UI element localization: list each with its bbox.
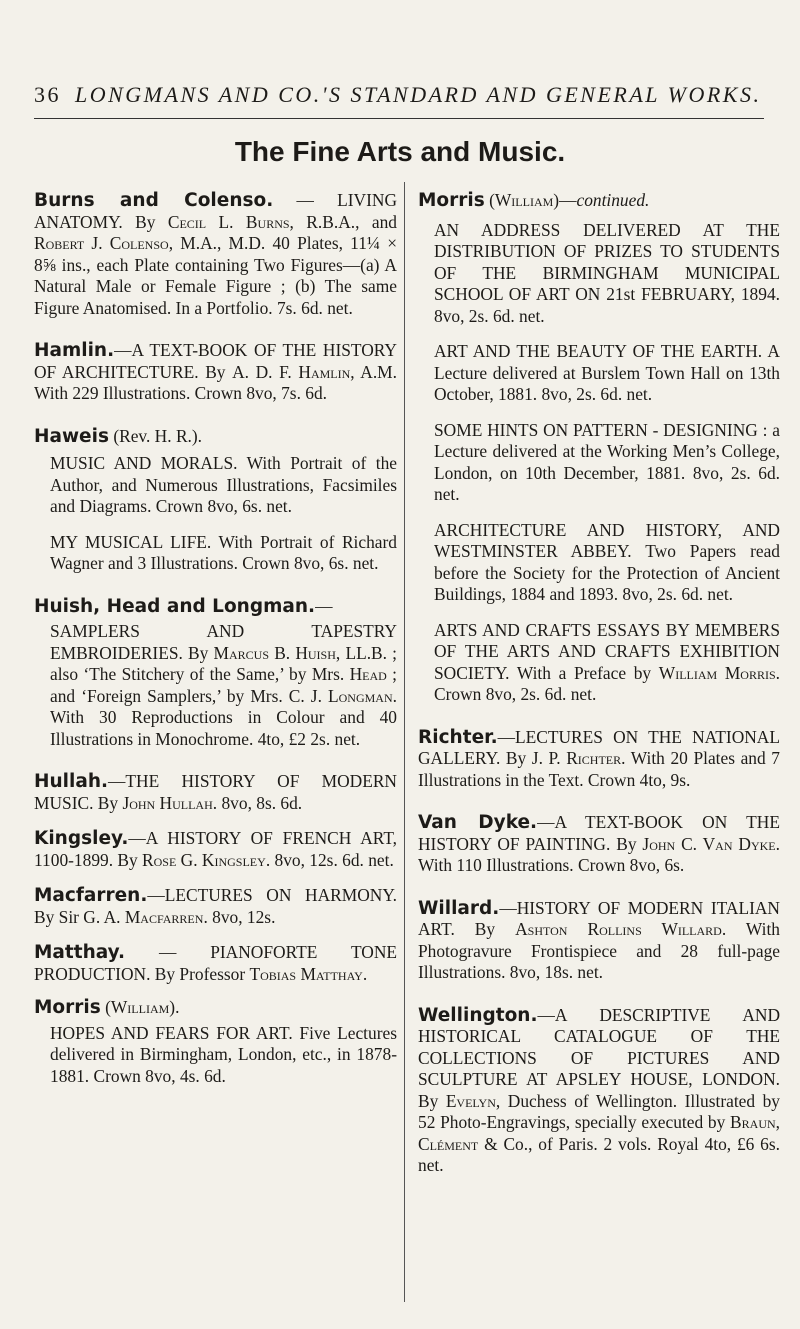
entry-heading	[418, 190, 780, 212]
entry-author: Matthay.	[34, 942, 126, 963]
left-column	[34, 190, 397, 1108]
book-listing	[434, 620, 780, 706]
entry-heading	[34, 997, 397, 1019]
entry-text: . 8vo, 12s. 6d. net.	[265, 849, 394, 870]
book-listing: MUSIC AND MORALS. With Portrait of the Author, and Numerous Illustrations, Facsimiles and Diagrams. Crown 8vo, 6s. net.	[50, 453, 397, 516]
book-listing: MY MUSICAL LIFE. With Portrait of Richard Wagner and 3 Illustrations. Crown 8vo, 6s. net.	[50, 531, 397, 573]
entry-text: —THE HISTORY OF MODERN MUSIC. By	[34, 771, 397, 813]
entry-author-name: Braun, Clément	[418, 1112, 780, 1154]
entry-author: Van Dyke.	[418, 812, 538, 833]
entry-text: ARTS AND CRAFTS ESSAYS BY MEMBERS OF THE ARTS AND CRAFTS EXHIBITION SOCIETY. With a Preface by	[434, 619, 780, 683]
entry-text: & Co., of Paris. 2 vols. Royal 4to, £6 6s. net.	[418, 1133, 780, 1175]
entry-text: . With 110 Illustrations. Crown 8vo, 6s.	[418, 833, 780, 875]
entry-willard	[418, 898, 780, 984]
running-head	[34, 82, 764, 108]
book-listing: AN ADDRESS DELIVERED AT THE DISTRIBUTION OF PRIZES TO STUDENTS OF THE BIRMINGHAM MUNICIPAL SCHOOL OF ART ON 21st FEBRUARY, 1894. 8vo, 2s. 6d. net.	[434, 219, 780, 326]
entry-wellington	[418, 1005, 780, 1177]
entry-heading	[34, 596, 397, 618]
entry-author-name: Cecil L. Burns	[167, 211, 290, 232]
entry-author-name: William	[494, 190, 554, 210]
entry-author-name: A. D. F. Hamlin	[232, 361, 351, 382]
entry-text: .	[362, 963, 368, 984]
entry-text: — LIVING ANATOMY. By	[34, 190, 398, 232]
entry-author: Richter.	[418, 726, 498, 748]
entry-author-name: Head	[349, 664, 387, 684]
entry-author: Wellington.	[418, 1004, 538, 1026]
book-listing: ARCHITECTURE AND HISTORY, AND WESTMINSTER ABBEY. Two Papers read before the Society for the Protection of Ancient Buildings, 1884 and 1893. 8vo, 2s. 6d. net.	[434, 519, 780, 604]
entry-author: Haweis	[34, 425, 109, 447]
entry-haweis	[34, 426, 397, 575]
entry-author-name: William	[110, 997, 170, 1017]
entry-author-sub: (Rev. H. R.).	[108, 425, 203, 446]
entry-text: . 8vo, 12s.	[203, 906, 276, 927]
entry-text: —A HISTORY OF FRENCH ART, 1100-1899. By	[34, 828, 397, 870]
entry-hamlin	[34, 340, 397, 405]
page-number: 36	[34, 82, 61, 107]
column-divider	[404, 182, 405, 1302]
section-title: The Fine Arts and Music.	[234, 136, 566, 167]
entry-author-name: Evelyn	[445, 1090, 496, 1111]
entry-matthay	[34, 942, 397, 985]
entry-morris-continued	[418, 190, 780, 706]
entry-author-name: Rose G. Kingsley	[142, 849, 266, 870]
entry-author-name: Macfarren	[124, 906, 204, 927]
entry-author: Willard.	[418, 897, 500, 919]
continued-label: continued.	[576, 190, 650, 210]
entry-author-sub: (	[484, 190, 495, 210]
entry-author-name: Ashton Rollins Willard	[515, 919, 722, 939]
entry-author: Burns and Colenso.	[34, 190, 274, 211]
entry-text: —HISTORY OF MODERN ITALIAN ART. By	[418, 897, 780, 939]
entry-author: Macfarren.	[34, 885, 148, 906]
book-listing: ART AND THE BEAUTY OF THE EARTH. A Lecture delivered at Burslem Town Hall on 13th October, 1881. 8vo, 2s. 6d. net.	[434, 341, 780, 404]
entry-text: . 8vo, 8s. 6d.	[212, 792, 303, 813]
entry-author: Huish, Head and Longman.	[34, 595, 316, 617]
book-listing: HOPES AND FEARS FOR ART. Five Lectures delivered in Birmingham, London, etc., in 1878-1881. Crown 8vo, 4s. 6d.	[50, 1022, 397, 1086]
entry-text: ; and ‘Foreign Samplers,’ by Mrs. C. J.	[50, 664, 397, 706]
entry-kingsley	[34, 828, 397, 871]
entry-author-name: J. P. Richter	[531, 748, 622, 768]
book-listing: SOME HINTS ON PATTERN - DESIGNING : a Lecture delivered at the Working Men’s College, London, on 10th December, 1881. 8vo, 2s. 6d. net.	[434, 419, 780, 504]
entry-text: —A TEXT-BOOK ON THE HISTORY OF PAINTING. By	[418, 812, 780, 854]
entry-author: Kingsley.	[34, 828, 129, 849]
entry-macfarren	[34, 885, 397, 928]
entry-author: Hamlin.	[34, 340, 115, 361]
entry-text: . With 30 Reproductions in Colour and 40 Illustrations in Monochrome. 4to, £2 2s. net.	[50, 685, 397, 749]
book-listing	[50, 621, 397, 750]
header-rule	[34, 118, 764, 119]
entry-author-name: Tobias Matthay	[249, 963, 363, 984]
entry-author: Morris	[34, 997, 101, 1018]
entry-author-name: Longman	[328, 685, 393, 706]
entry-author-name: John Hullah	[122, 792, 213, 813]
entry-text: —A TEXT-BOOK OF THE HISTORY OF ARCHITECTURE. By	[34, 340, 397, 382]
entry-heading	[34, 426, 397, 448]
right-column	[418, 190, 780, 1198]
entry-text: . With 20 Plates and 7 Illustrations in the Text. Crown 4to, 9s.	[418, 748, 780, 790]
entry-text: , R.B.A., and	[289, 211, 397, 232]
entry-text: —	[315, 595, 333, 616]
entry-author: Hullah.	[34, 771, 109, 792]
entry-huish-head-longman	[34, 596, 397, 751]
entry-morris	[34, 997, 397, 1087]
entry-richter	[418, 727, 780, 792]
entry-text: —A DESCRIPTIVE AND HISTORICAL CATALOGUE OF THE COLLECTIONS OF PICTURES AND SCULPTURE AT APSLEY HOUSE, LONDON. By	[418, 1004, 780, 1111]
entry-author-name: Robert J. Colenso	[34, 233, 169, 253]
entry-author-name: William Morris	[658, 662, 776, 683]
entry-text: . With Photogravure Frontispiece and 28 full-page Illustrations. 8vo, 18s. net.	[418, 919, 780, 982]
entry-text: —LECTURES ON HARMONY. By Sir G. A.	[34, 885, 397, 927]
entry-text: —LECTURES ON THE NATIONAL GALLERY. By	[418, 726, 780, 768]
entry-author-name: Marcus B. Huish	[213, 642, 336, 663]
running-title: LONGMANS AND CO.'S STANDARD AND GENERAL WORKS.	[75, 82, 762, 107]
entry-author-sub: (	[100, 997, 111, 1017]
entry-text: , Duchess of Wellington. Illustrated by 52 Photo-Engravings, specially executed by	[418, 1090, 780, 1132]
entry-author: Morris	[418, 190, 485, 211]
entry-text: — PIANOFORTE TONE PRODUCTION. By Professor	[34, 942, 397, 984]
entry-burns-colenso	[34, 190, 397, 319]
entry-hullah	[34, 771, 397, 814]
entry-text: , A.M. With 229 Illustrations. Crown 8vo, 7s. 6d.	[34, 361, 397, 403]
entry-van-dyke	[418, 812, 780, 877]
entry-author-sub: ).	[169, 997, 180, 1017]
entry-text: , LL.B. ; also ‘The Stitchery of the Same,’ by Mrs.	[50, 642, 398, 684]
entry-text: , M.A., M.D. 40 Plates, 11¼ × 8⅝ ins., each Plate containing Two Figures—(a) A Natural Male or Female Figure ; (b) The same Figure Anatomised. In a Portfolio. 7s. 6d. net.	[34, 233, 397, 318]
entry-text: . Crown 8vo, 2s. 6d. net.	[434, 662, 780, 704]
entry-text: SAMPLERS AND TAPESTRY EMBROIDERIES. By	[50, 621, 397, 663]
entry-author-sub: )—	[553, 190, 577, 210]
entry-author-name: John C. Van Dyke	[642, 833, 776, 854]
